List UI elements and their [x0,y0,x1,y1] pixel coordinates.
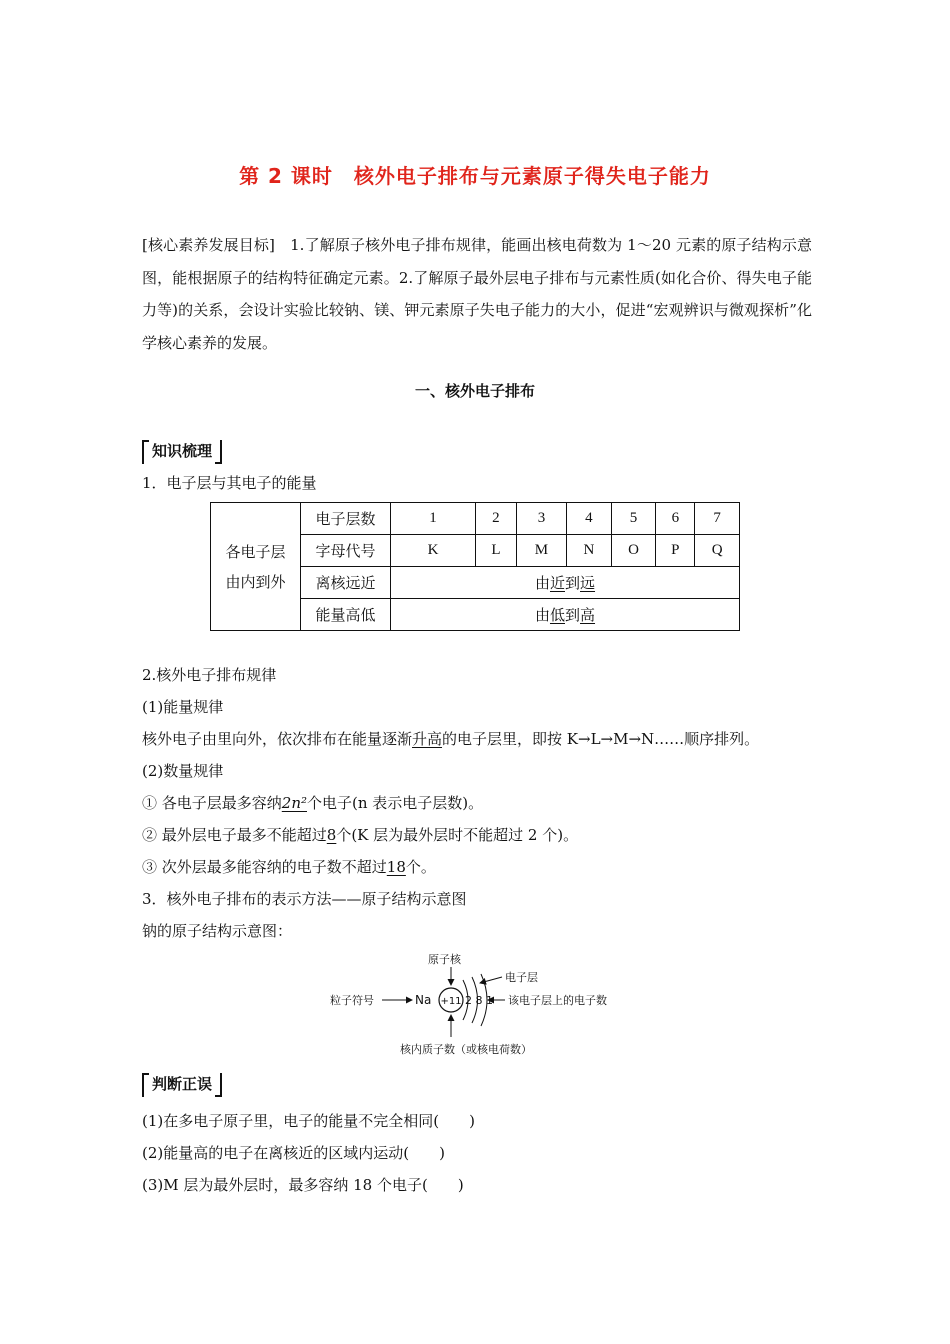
answer-blank: 8 [326,826,337,844]
rule2a-text [142,792,483,813]
symbol-label: 粒子符号 [330,994,374,1007]
judge-item-2: (2)能量高的电子在离核近的区域内运动( ) [142,1144,445,1162]
judge-item-3: (3)M 层为最外层时，最多容纳 18 个电子( ) [142,1176,464,1194]
table-cell: 4 [567,503,612,535]
table-cell: 1 [391,503,476,535]
rule2b-text [142,824,578,845]
element-symbol: Na [415,993,432,1007]
table-cell: L [476,535,517,567]
item3-subtitle: 钠的原子结构示意图： [142,922,293,940]
rule2-title: (2)数量规律 [142,762,224,780]
rule2c-text [142,856,436,877]
rule1-text [142,728,759,749]
row-head-cell: 电子层数 [301,503,391,535]
table-cell: 7 [695,503,740,535]
table-cell: 2 [476,503,517,535]
cell-text: 到 [565,606,581,624]
cell-text: 由 [534,574,550,592]
item2-title: 2.核外电子排布规律 [142,666,277,684]
answer-blank: 低 [549,606,565,624]
answer-blank: 近 [549,574,565,592]
table-cell: 3 [516,503,566,535]
count-label: 该电子层上的电子数 [508,994,607,1007]
text-span: 核外电子由里向外，依次排布在能量逐渐 [142,730,413,748]
cell-text: 由 [534,606,550,624]
table-cell: M [516,535,566,567]
text-span: ② 最外层电子最多不能超过 [142,826,327,844]
item1-title: 1．电子层与其电子的能量 [142,474,317,492]
table-cell: P [656,535,695,567]
judge-tag: 判断正误 [142,1073,212,1094]
proton-label: 核内质子数（或核电荷数） [400,1043,532,1056]
table-cell: O [611,535,656,567]
nucleus-label: 原子核 [428,953,461,966]
text-span: ① 各电子层最多容纳 [142,794,282,812]
atom-structure-svg [320,945,640,1060]
answer-blank: 远 [580,574,596,592]
row-head-cell: 字母代号 [301,535,391,567]
electron-counts: 2 8 1 [465,994,493,1007]
text-span: ③ 次外层最多能容纳的电子数不超过 [142,858,387,876]
page-title: 第 2 课时 核外电子排布与元素原子得失电子能力 [239,164,711,188]
goal-text: 1.了解原子核外电子排布规律，能画出核电荷数为 1～20 元素的原子结构示意图，能根据原子的结构特征确定元素。2.了解原子最外层电子排布与元素性质(如化合价、得失电子能力等)的关系，会设计实验比较钠、镁、钾元素原子失电子能力的大小，促进“宏观辨识与微观探析”化学核心素养的发展。 [142,236,812,352]
group-label-line-1: 各电子层 [225,542,286,561]
sodium-atom-diagram [320,945,640,1060]
rule1-title: (1)能量规律 [142,698,224,716]
shell-label: 电子层 [505,971,538,984]
energy-cell [391,599,740,631]
text-span: 个电子(n 表示电子层数)。 [307,794,484,812]
judge-item-1: (1)在多电子原子里，电子的能量不完全相同( ) [142,1112,475,1130]
goal-label: [核心素养发展目标] [142,236,275,254]
electron-shell-table [210,502,740,631]
distance-cell [391,567,740,599]
item3-title: 3．核外电子排布的表示方法——原子结构示意图 [142,890,467,908]
row-head-cell: 能量高低 [301,599,391,631]
knowledge-tag: 知识梳理 [142,440,212,461]
nuclear-charge: +11 [440,996,462,1007]
table-row [211,503,740,535]
answer-blank: 18 [386,858,406,876]
table-cell: N [567,535,612,567]
cell-text: 到 [565,574,581,592]
answer-blank: 升高 [412,730,443,748]
text-span: 的电子层里，即按 K→L→M→N……顺序排列。 [442,730,760,748]
section-title: 一、核外电子排布 [414,382,535,400]
row-head-cell: 离核远近 [301,567,391,599]
group-label-cell [211,503,301,631]
core-goal-paragraph [142,229,812,359]
text-span: 个。 [405,858,436,876]
answer-blank: 2n² [281,794,307,812]
table-cell: K [391,535,476,567]
text-span: 个(K 层为最外层时不能超过 2 个)。 [336,826,579,844]
group-label-line-2: 由内到外 [225,572,286,591]
answer-blank: 高 [580,606,596,624]
table-cell: Q [695,535,740,567]
table-cell: 6 [656,503,695,535]
table-cell: 5 [611,503,656,535]
